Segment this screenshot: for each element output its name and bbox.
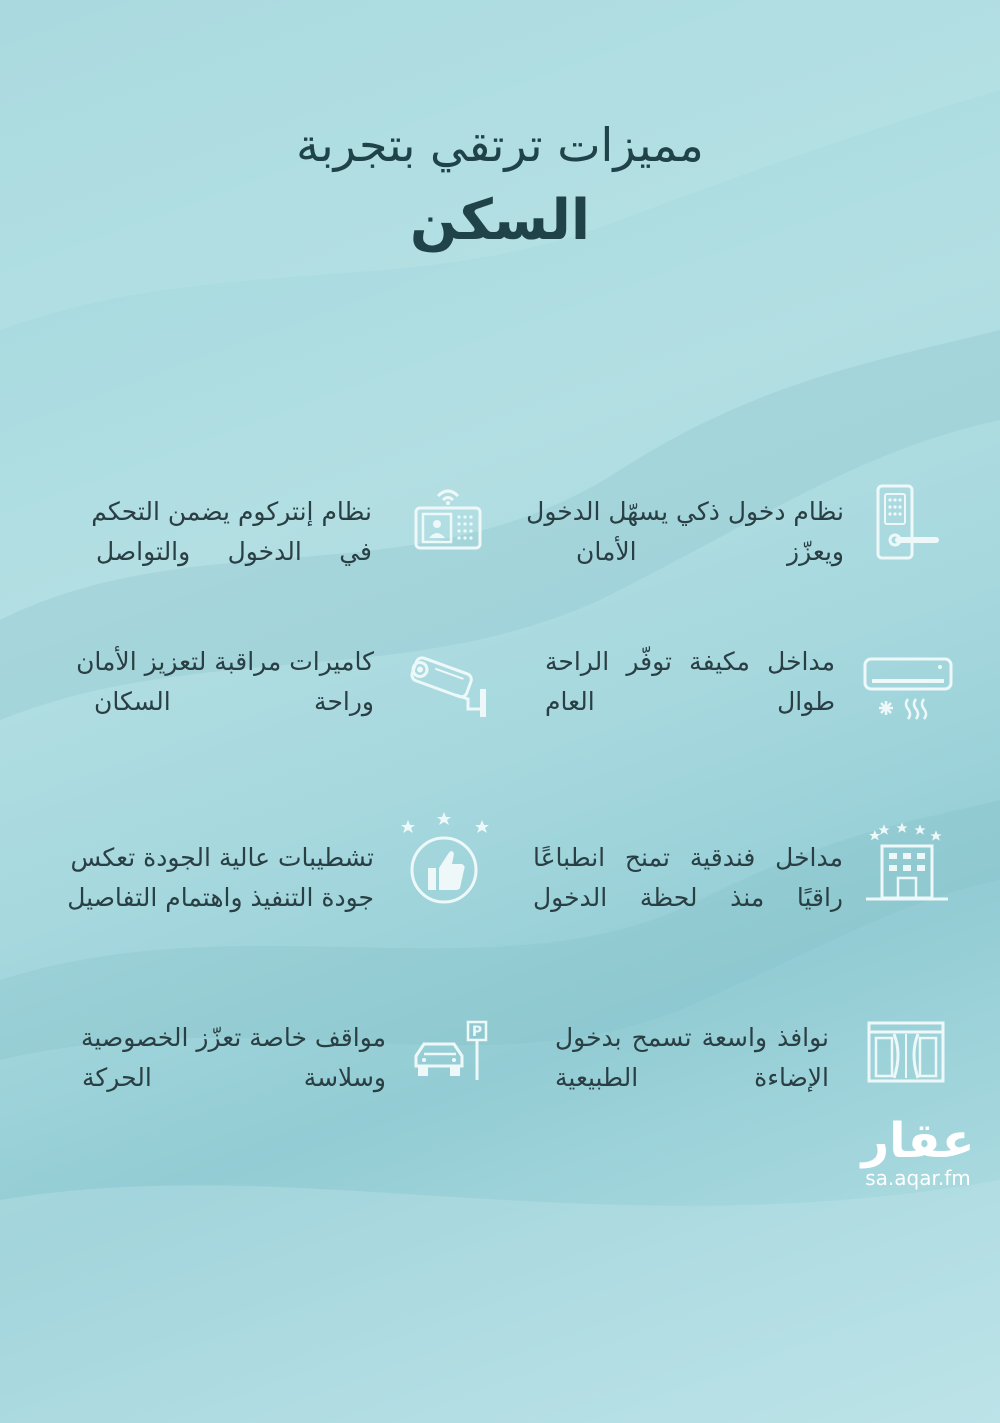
svg-text:P: P bbox=[471, 1024, 483, 1040]
thumbs-up-icon bbox=[398, 810, 498, 910]
feature-private-parking: مواقف خاصة تعزّز الخصوصية وسلاسة الحركة bbox=[81, 1023, 386, 1092]
air-conditioner-icon bbox=[862, 655, 954, 723]
security-camera-icon bbox=[406, 655, 490, 719]
feature-security-cameras: كاميرات مراقبة لتعزيز الأمان وراحة السكان bbox=[76, 647, 374, 716]
page-subtitle: السكن bbox=[409, 188, 591, 253]
hotel-icon bbox=[862, 822, 952, 904]
feature-intercom: نظام إنتركوم يضمن التحكم في الدخول والتواصل bbox=[91, 497, 372, 566]
feature-hotel-entrances: مداخل فندقية تمنح انطباعًا راقيًا منذ لحظة الدخول bbox=[533, 843, 843, 912]
aqar-watermark-logo: عقار sa.aqar.fm bbox=[861, 1113, 975, 1190]
feature-smart-entry: نظام دخول ذكي يسهّل الدخول ويعزّز الأمان bbox=[526, 497, 844, 566]
feature-wide-windows: نوافذ واسعة تسمح بدخول الإضاءة الطبيعية bbox=[555, 1023, 829, 1092]
smart-lock-icon bbox=[872, 482, 942, 564]
page-title: مميزات ترتقي بتجربة bbox=[296, 118, 704, 172]
windows-icon bbox=[866, 1020, 946, 1084]
intercom-icon bbox=[412, 480, 484, 552]
feature-high-quality-finishes: تشطيبات عالية الجودة تعكس جودة التنفيذ واهتمام التفاصيل bbox=[67, 843, 374, 912]
feature-air-conditioned-entrances: مداخل مكيفة توفّر الراحة طوال العام bbox=[545, 647, 835, 716]
parking-icon bbox=[410, 1020, 490, 1084]
